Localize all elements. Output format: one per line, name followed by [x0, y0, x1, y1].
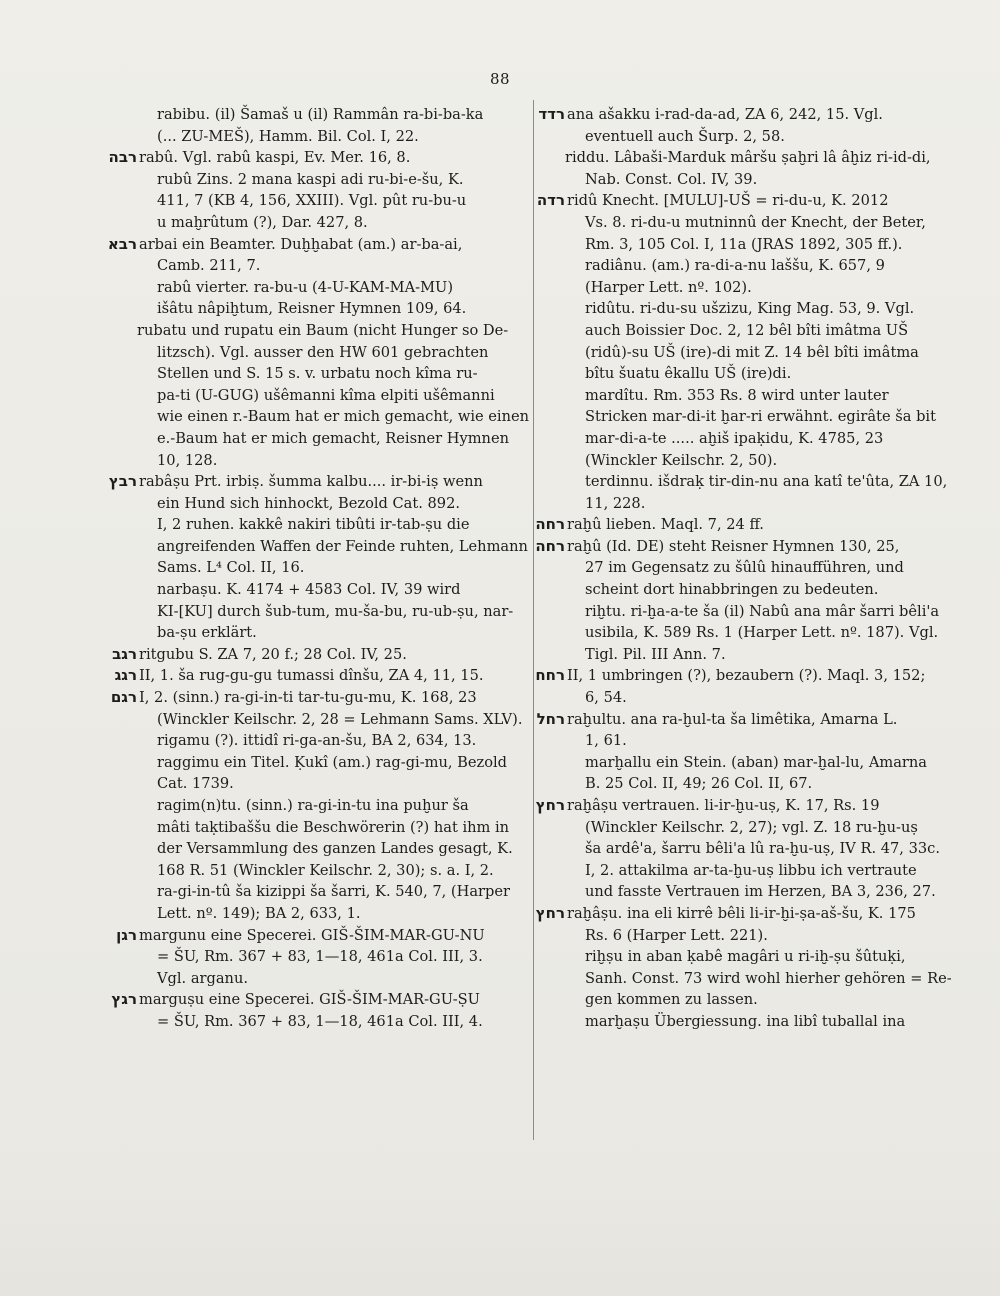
text-line [535, 514, 951, 536]
text-line [137, 536, 528, 558]
hebrew-root: רחץ [535, 903, 565, 922]
line-text: (ridû)-su UŠ (ire)-di mit Z. 14 bêl bîti imâtma [585, 343, 919, 361]
line-text: II, 1. ša rug-gu-gu tumassi dînšu, ZA 4, 11, 15. [139, 667, 484, 685]
line-text: der Versammlung des ganzen Landes gesagt, K. [157, 840, 513, 858]
hebrew-root: רחל [536, 709, 565, 728]
hebrew-root: רגן [116, 925, 137, 944]
text-line [137, 428, 515, 450]
text-line [137, 838, 515, 860]
text-line [137, 190, 515, 212]
text-line [565, 925, 951, 947]
line-text: 6, 54. [585, 689, 627, 707]
text-line [137, 363, 515, 385]
text-line [137, 946, 515, 968]
line-text: marguṣu eine Specerei. GIŠ-ŠIM-MAR-GU-ṢU [139, 991, 480, 1009]
text-line [565, 255, 951, 277]
line-text: I, 2. attakilma ar-ta-ḫu-uṣ libbu ich vertraute [585, 861, 917, 879]
text-line [137, 709, 523, 731]
text-line [137, 557, 515, 579]
text-line [137, 255, 515, 277]
line-text: ritgubu S. ZA 7, 20 f.; 28 Col. IV, 25. [139, 645, 407, 663]
hebrew-root: רבץ [108, 472, 137, 491]
line-text: bîtu šuatu êkallu UŠ (ire)di. [585, 365, 792, 383]
text-line [565, 1011, 951, 1033]
line-text: rabibu. (il) Šamaš u (il) Rammân ra-bi-ba-ka [157, 106, 484, 123]
line-text: raḫâṣu. ina eli kirrê bêli li-ir-ḫi-ṣa-aš-šu, K. 175 [567, 904, 916, 922]
text-line [565, 860, 951, 882]
text-line [111, 989, 515, 1011]
line-text: KI-[KU] durch šub-tum, mu-ša-bu, ru-ub-ṣu, nar- [157, 602, 514, 620]
line-text: riḫtu. ri-ḫa-a-te ša (il) Nabû ana mâr šarri bêli'a [585, 602, 940, 620]
text-line [137, 773, 515, 795]
text-line [535, 665, 951, 687]
text-line [565, 450, 951, 472]
hebrew-root: רגב [112, 644, 137, 663]
line-text: (... ZU-MEŠ), Hamm. Bil. Col. I, 22. [157, 127, 419, 145]
line-text: raḫâṣu vertrauen. li-ir-ḫu-uṣ, K. 17, Rs. 19 [567, 797, 880, 814]
text-line [137, 622, 515, 644]
line-text: II, 1 umbringen (?), bezaubern (?). Maql. 3, 152; [567, 667, 926, 685]
line-text: mardîtu. Rm. 353 Rs. 8 wird unter lauter [585, 386, 889, 404]
text-line [137, 795, 515, 817]
line-text: 168 R. 51 (Winckler Keilschr. 2, 30); s. a. I, 2. [157, 861, 494, 879]
line-text: arbai ein Beamter. Duḫḫabat (am.) ar-ba-ai, [139, 235, 463, 253]
text-line [116, 925, 515, 947]
page-number: 88 [489, 70, 511, 88]
line-text: Rs. 6 (Harper Lett. 221). [585, 926, 768, 944]
column-divider [533, 100, 534, 1140]
line-text: marḫaṣu Übergiessung. ina libî tuballal ina [585, 1012, 906, 1030]
line-text: scheint dort hinabbringen zu bedeuten. [585, 581, 879, 599]
text-line [535, 795, 951, 817]
line-text: mar-di-a-te ..... aḫiš ipaḳidu, K. 4785, 23 [585, 429, 884, 447]
text-line [137, 730, 515, 752]
line-text: I, 2 ruhen. kakkê nakiri tibûti ir-tab-ṣu die [157, 516, 470, 534]
text-line [565, 730, 951, 752]
hebrew-root: רחה [535, 536, 565, 555]
right-column [535, 104, 952, 1033]
line-text: litzsch). Vgl. ausser den HW 601 gebrachten [157, 343, 489, 361]
text-line [565, 406, 951, 428]
text-line [137, 903, 515, 925]
text-line [110, 687, 515, 709]
line-text: Camb. 211, 7. [157, 257, 261, 275]
line-text: raggimu ein Titel. Ḳukî (am.) rag-gi-mu, Bezold [157, 753, 508, 771]
text-line [565, 817, 951, 839]
text-line [565, 320, 951, 342]
line-text: (Winckler Keilschr. 2, 28 = Lehmann Sams. XLV). [157, 710, 523, 728]
line-text: eventuell auch Šurp. 2, 58. [585, 127, 785, 145]
text-line [137, 752, 515, 774]
text-line [565, 428, 951, 450]
line-text: ridû Knecht. [MULU]-UŠ = ri-du-u, K. 2012 [567, 192, 889, 210]
line-text: rabû vierter. ra-bu-u (4-U-KAM-MA-MU) [157, 278, 454, 296]
line-text: rabâṣu Prt. irbiṣ. šumma kalbu.... ir-bi-iṣ wenn [139, 473, 483, 491]
text-line [137, 493, 515, 515]
text-line [565, 493, 951, 515]
text-line [137, 514, 515, 536]
hebrew-root: רחח [535, 666, 565, 685]
line-text: pa-ti (U-GUG) ušêmanni kîma elpiti ušêmanni [157, 386, 495, 404]
text-line [565, 752, 951, 774]
line-text: = ŠU, Rm. 367 + 83, 1—18, 461a Col. III, 4. [157, 1012, 483, 1030]
text-line [137, 277, 515, 299]
line-text: (Winckler Keilschr. 2, 50). [585, 451, 778, 469]
text-line [538, 104, 951, 126]
text-line [137, 298, 515, 320]
line-text: ridûtu. ri-du-su ušzizu, King Mag. 53, 9. Vgl. [585, 300, 915, 318]
hebrew-root: רדה [536, 191, 565, 210]
text-line [565, 298, 951, 320]
text-line [137, 126, 515, 148]
line-text: margunu eine Specerei. GIŠ-ŠIM-MAR-GU-NU [139, 926, 485, 944]
line-text: ba-ṣu erklärt. [157, 624, 257, 642]
line-text: wie einen r.-Baum hat er mich gemacht, wie einen [157, 408, 530, 426]
page-shading [0, 1180, 1000, 1296]
text-line [565, 881, 951, 903]
line-text: išâtu nâpiḫtum, Reisner Hymnen 109, 64. [157, 300, 467, 318]
hebrew-root: רחה [535, 515, 565, 534]
text-line [565, 838, 951, 860]
text-line [137, 104, 515, 126]
text-line [565, 147, 951, 169]
line-text: 1, 61. [585, 732, 627, 750]
line-text: I, 2. (sinn.) ra-gi-in-ti tar-tu-gu-mu, K. 168, 23 [139, 689, 477, 707]
line-text: 10, 128. [157, 451, 218, 469]
text-line [137, 169, 515, 191]
line-text: narbaṣu. K. 4174 + 4583 Col. IV, 39 wird [157, 581, 461, 599]
hebrew-root: רגץ [111, 990, 137, 1009]
line-text: mâti taḳtibaššu die Beschwörerin (?) hat ihm in [157, 818, 510, 836]
line-text: auch Boissier Doc. 2, 12 bêl bîti imâtma UŠ [585, 321, 909, 339]
text-line [565, 471, 951, 493]
line-text: 411, 7 (KB 4, 156, XXIII). Vgl. pût ru-bu-u [157, 192, 467, 210]
line-text: ragim(n)tu. (sinn.) ra-gi-in-tu ina puḫur ša [157, 797, 469, 814]
hebrew-root: רבא [107, 234, 137, 253]
hebrew-root: רגג [114, 666, 137, 685]
line-text: Sams. L⁴ Col. II, 16. [157, 559, 305, 577]
text-line [565, 968, 951, 990]
text-line [107, 234, 515, 256]
left-column [107, 104, 530, 1033]
text-line [565, 644, 951, 666]
line-text: und fasste Vertrauen im Herzen, BA 3, 236, 27. [585, 883, 936, 901]
line-text: angreifenden Waffen der Feinde ruhten, Lehmann [157, 537, 528, 555]
line-text: Sanh. Const. 73 wird wohl hierher gehören = Re- [585, 969, 952, 987]
line-text: e.-Baum hat er mich gemacht, Reisner Hymnen [157, 429, 509, 447]
line-text: Tigl. Pil. III Ann. 7. [585, 645, 726, 663]
line-text: Nab. Const. Col. IV, 39. [585, 170, 758, 188]
line-text: B. 25 Col. II, 49; 26 Col. II, 67. [585, 775, 813, 793]
text-line [536, 190, 951, 212]
text-line [137, 450, 515, 472]
text-line [565, 169, 951, 191]
line-text: raḫû lieben. Maql. 7, 24 ff. [567, 516, 764, 534]
text-line [565, 277, 951, 299]
line-text: ein Hund sich hinhockt, Bezold Cat. 892. [157, 494, 461, 512]
line-text: ra-gi-in-tû ša kizippi ša šarri, K. 540, 7, (Harper [157, 883, 510, 901]
text-line [565, 234, 951, 256]
text-line [565, 601, 951, 623]
line-text: u maḫrûtum (?), Dar. 427, 8. [157, 213, 368, 231]
line-text: raḫultu. ana ra-ḫul-ta ša limêtika, Amarna L. [567, 710, 898, 728]
text-line [565, 946, 951, 968]
hebrew-root: רדד [538, 105, 565, 123]
text-line [535, 536, 951, 558]
line-text: ša ardê'a, šarru bêli'a lû ra-ḫu-uṣ, IV R. 47, 33c. [585, 840, 940, 858]
text-line [535, 903, 951, 925]
text-line [137, 579, 515, 601]
text-line [137, 320, 515, 342]
line-text: raḫû (Id. DE) steht Reisner Hymnen 130, 25, [567, 537, 900, 555]
text-line [137, 881, 515, 903]
line-text: usibila, K. 589 Rs. 1 (Harper Lett. nº. 187). Vgl. [585, 624, 939, 642]
line-text: rigamu (?). ittidî ri-ga-an-šu, BA 2, 634, 13. [157, 732, 477, 750]
text-line [565, 622, 951, 644]
text-line [112, 644, 515, 666]
line-text: Rm. 3, 105 Col. I, 11a (JRAS 1892, 305 ff.). [585, 235, 903, 253]
text-line [108, 471, 515, 493]
text-line [565, 773, 951, 795]
text-line [137, 1011, 515, 1033]
text-line [137, 601, 515, 623]
line-text: (Harper Lett. nº. 102). [585, 278, 752, 296]
line-text: = ŠU, Rm. 367 + 83, 1—18, 461a Col. III, 3. [157, 948, 483, 966]
line-text: gen kommen zu lassen. [585, 991, 758, 1009]
text-line [565, 687, 951, 709]
line-text: (Winckler Keilschr. 2, 27); vgl. Z. 18 ru-ḫu-uṣ [585, 818, 918, 836]
text-line [565, 342, 951, 364]
text-line [114, 665, 515, 687]
text-line [137, 817, 515, 839]
line-text: 27 im Gegensatz zu šûlû hinaufführen, und [585, 559, 904, 577]
text-line [137, 860, 515, 882]
line-text: Vs. 8. ri-du-u mutninnû der Knecht, der Beter, [585, 213, 926, 231]
line-text: riddu. Lâbaši-Marduk mâršu ṣaḫri lâ âḫiz ri-id-di, [565, 149, 931, 167]
line-text: terdinnu. išdraḳ tir-din-nu ana katî te'ûta, ZA 10, [585, 473, 948, 491]
text-line [565, 989, 951, 1011]
text-line [565, 557, 951, 579]
text-line [137, 385, 515, 407]
hebrew-root: רבה [108, 148, 137, 167]
text-line [137, 968, 515, 990]
text-line [536, 709, 951, 731]
text-line [137, 212, 515, 234]
text-line [108, 147, 515, 169]
line-text: Vgl. arganu. [157, 969, 248, 987]
hebrew-root: רגם [110, 688, 137, 707]
text-line [565, 363, 951, 385]
line-text: Lett. nº. 149); BA 2, 633, 1. [157, 904, 361, 922]
line-text: Stellen und S. 15 s. v. urbatu noch kîma ru- [157, 365, 478, 383]
line-text: ana ašakku i-rad-da-ad, ZA 6, 242, 15. Vgl. [567, 106, 883, 123]
line-text: Stricken mar-di-it ḫar-ri erwähnt. egirâte ša bit [585, 408, 936, 426]
text-line [565, 385, 951, 407]
line-text: rabû. Vgl. rabû kaspi, Ev. Mer. 16, 8. [139, 149, 411, 167]
line-text: 11, 228. [585, 494, 646, 512]
text-line [565, 126, 951, 148]
line-text: riḫṣu in aban ḳabê magâri u ri-iḫ-ṣu šûtuḳi, [585, 948, 906, 966]
text-line [565, 579, 951, 601]
line-text: rubû Zins. 2 mana kaspi adi ru-bi-e-šu, K. [157, 170, 464, 188]
hebrew-root: רחץ [535, 796, 565, 814]
text-line [137, 342, 515, 364]
line-text: Cat. 1739. [157, 775, 234, 793]
text-line [137, 406, 530, 428]
text-line [565, 212, 951, 234]
line-text: rubatu und rupatu ein Baum (nicht Hunger so De- [137, 321, 509, 339]
line-text: radiânu. (am.) ra-di-a-nu laššu, K. 657, 9 [585, 257, 885, 275]
line-text: marḫallu ein Stein. (aban) mar-ḫal-lu, Amarna [585, 753, 927, 771]
